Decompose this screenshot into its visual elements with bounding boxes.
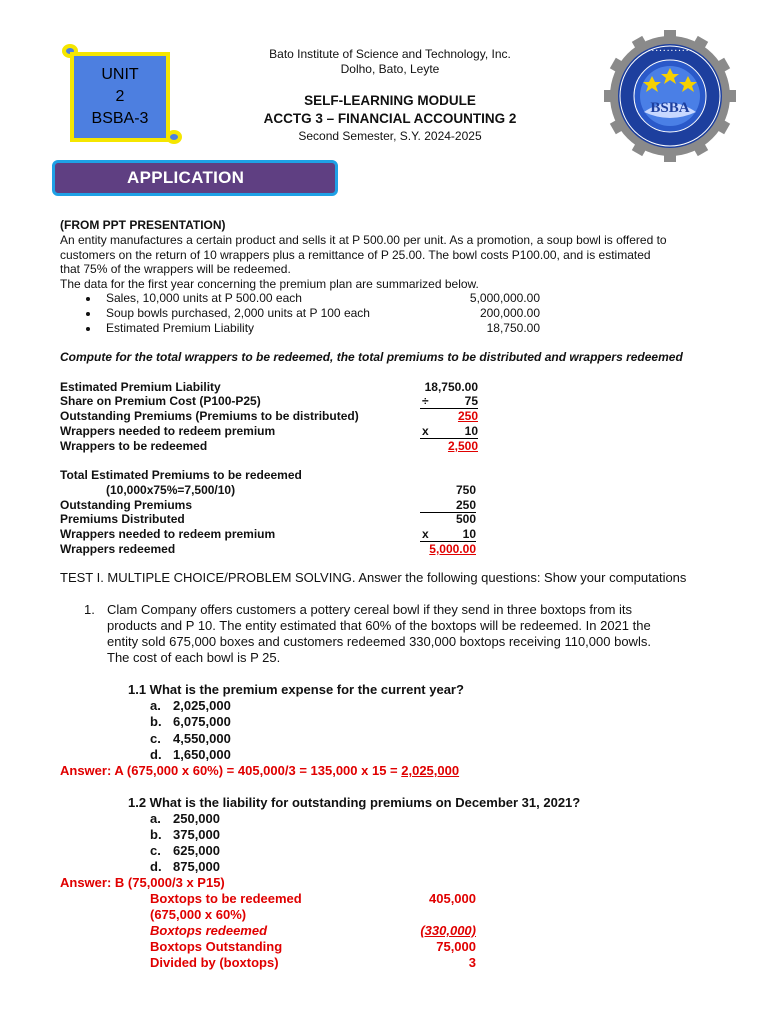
choice-text: 375,000 (173, 827, 220, 842)
intro-line: that 75% of the wrappers will be redeemed. (60, 262, 291, 276)
instruction: Compute for the total wrappers to be redeemed, the total premiums to be distributed and wrappers redeemed (60, 350, 683, 364)
school-seal-logo (604, 30, 736, 162)
calc2-label: Total Estimated Premiums to be redeemed (60, 468, 302, 482)
calc2-label: Wrappers needed to redeem premium (60, 527, 276, 541)
problem-line: Clam Company offers customers a pottery cereal bowl if they send in three boxtops from its (107, 602, 633, 617)
school-name: Bato Institute of Science and Technology, Inc. (269, 47, 511, 61)
calc1-label: Outstanding Premiums (Premiums to be distributed) (60, 409, 359, 423)
choice-letter: c. (150, 731, 161, 746)
calc2-total: 5,000.00 (429, 542, 476, 556)
calc1-label: Share on Premium Cost (P100-P25) (60, 394, 261, 408)
calc1-value-highlight: 250 (457, 409, 478, 423)
problem-line: products and P 10. The entity estimated that 60% of the boxtops will be redeemed. In 2021 the (107, 618, 651, 633)
calc1-total: 2,500 (447, 439, 478, 453)
divide-operator: ÷ (422, 394, 429, 408)
course-title: ACCTG 3 – FINANCIAL ACCOUNTING 2 (263, 111, 517, 126)
choice-text: 625,000 (173, 843, 220, 858)
choice-letter: c. (150, 843, 161, 858)
answer-row-label: Divided by (boxtops) (150, 955, 279, 970)
application-banner (52, 160, 338, 196)
calc1-value: 75 (464, 394, 478, 408)
calc2-label: Outstanding Premiums (60, 498, 193, 512)
intro-line: An entity manufactures a certain product and sells it at P 500.00 per unit. As a promotion, a soup bowl is offered to (60, 233, 667, 247)
school-address: Dolho, Bato, Leyte (340, 62, 440, 76)
calc1-value: 18,750.00 (424, 380, 478, 394)
answer-row-label: (675,000 x 60%) (150, 907, 247, 922)
calc2-value: 10 (462, 527, 476, 541)
bullet-label: Estimated Premium Liability (106, 321, 255, 335)
svg-text:• • • • • • • • • • • •: • • • • • • • • • • • • (647, 48, 693, 53)
choice-text: 4,550,000 (173, 731, 231, 746)
bullet-value: 200,000.00 (479, 306, 540, 320)
intro-line: The data for the first year concerning the premium plan are summarized below. (60, 277, 479, 291)
unit-section: BSBA-3 (91, 110, 149, 127)
bullet-value: 5,000,000.00 (469, 291, 540, 305)
choice-letter: a. (150, 698, 161, 713)
choice-text: 6,075,000 (173, 714, 231, 729)
choice-letter: d. (150, 859, 162, 874)
answer-computation: Answer: A (675,000 x 60%) = 405,000/3 = 135,000 x 15 = (60, 763, 402, 778)
answer-1-2: Answer: B (75,000/3 x P15) (60, 875, 225, 890)
bullet-label: Sales, 10,000 units at P 500.00 each (106, 291, 302, 305)
answer-row-label: Boxtops Outstanding (150, 939, 283, 954)
answer-row-value: (330,000) (420, 923, 476, 938)
answer-row-label: Boxtops to be redeemed (150, 891, 302, 906)
calc2-value: 500 (455, 512, 476, 526)
answer-value: 2,025,000 (401, 763, 460, 778)
problem-line: The cost of each bowl is P 25. (107, 650, 281, 665)
answer-1-1 (60, 763, 459, 779)
question-1-2: 1.2 What is the liability for outstanding premiums on December 31, 2021? (128, 795, 581, 810)
calc2-value: 250 (455, 498, 476, 512)
answer-row-label: Boxtops redeemed (150, 923, 268, 938)
unit-number: 2 (115, 88, 125, 105)
unit-label: UNIT (101, 66, 139, 83)
bullet-icon (86, 327, 90, 331)
calc1-label: Wrappers needed to redeem premium (60, 424, 276, 438)
calc2-label: Premiums Distributed (60, 512, 185, 526)
answer-row-value: 3 (468, 955, 476, 970)
unit-box (70, 52, 170, 142)
bullet-value: 18,750.00 (486, 321, 540, 335)
calc1-label: Wrappers to be redeemed (60, 439, 208, 453)
problem-line: entity sold 675,000 boxes and customers redeemed 330,000 boxtops receiving 110,000 bowls. (107, 634, 651, 649)
source-note: (FROM PPT PRESENTATION) (60, 218, 226, 232)
intro-line: customers on the return of 10 wrappers plus a remittance of P 25.00. The bowl costs P100.00, and is estimated (60, 248, 651, 262)
semester-line: Second Semester, S.Y. 2024-2025 (298, 129, 482, 143)
bullet-icon (86, 297, 90, 301)
svg-text:BSBA: BSBA (650, 100, 690, 116)
choice-text: 250,000 (173, 811, 220, 826)
test-heading: TEST I. MULTIPLE CHOICE/PROBLEM SOLVING. Answer the following questions: Show your computations (60, 570, 687, 585)
multiply-operator: x (422, 424, 429, 438)
bullet-icon (86, 312, 90, 316)
choice-text: 875,000 (173, 859, 220, 874)
choice-letter: d. (150, 747, 162, 762)
answer-row-value: 75,000 (436, 939, 476, 954)
calc1-label: Estimated Premium Liability (60, 380, 221, 394)
question-1-1: 1.1 What is the premium expense for the current year? (128, 682, 464, 697)
calc2-label: Wrappers redeemed (60, 542, 176, 556)
calc2-label: (10,000x75%=7,500/10) (106, 483, 236, 497)
answer-row-value: 405,000 (429, 891, 476, 906)
multiply-operator: x (422, 527, 429, 541)
calc1-value: 10 (464, 424, 478, 438)
choice-text: 2,025,000 (173, 698, 231, 713)
module-title: SELF-LEARNING MODULE (304, 93, 476, 108)
choice-letter: b. (150, 827, 162, 842)
choice-text: 1,650,000 (173, 747, 231, 762)
problem-number: 1. (84, 602, 95, 617)
choice-letter: a. (150, 811, 161, 826)
application-title: APPLICATION (127, 168, 245, 187)
choice-letter: b. (150, 714, 162, 729)
calc2-value: 750 (455, 483, 476, 497)
bullet-label: Soup bowls purchased, 2,000 units at P 100 each (106, 306, 370, 320)
